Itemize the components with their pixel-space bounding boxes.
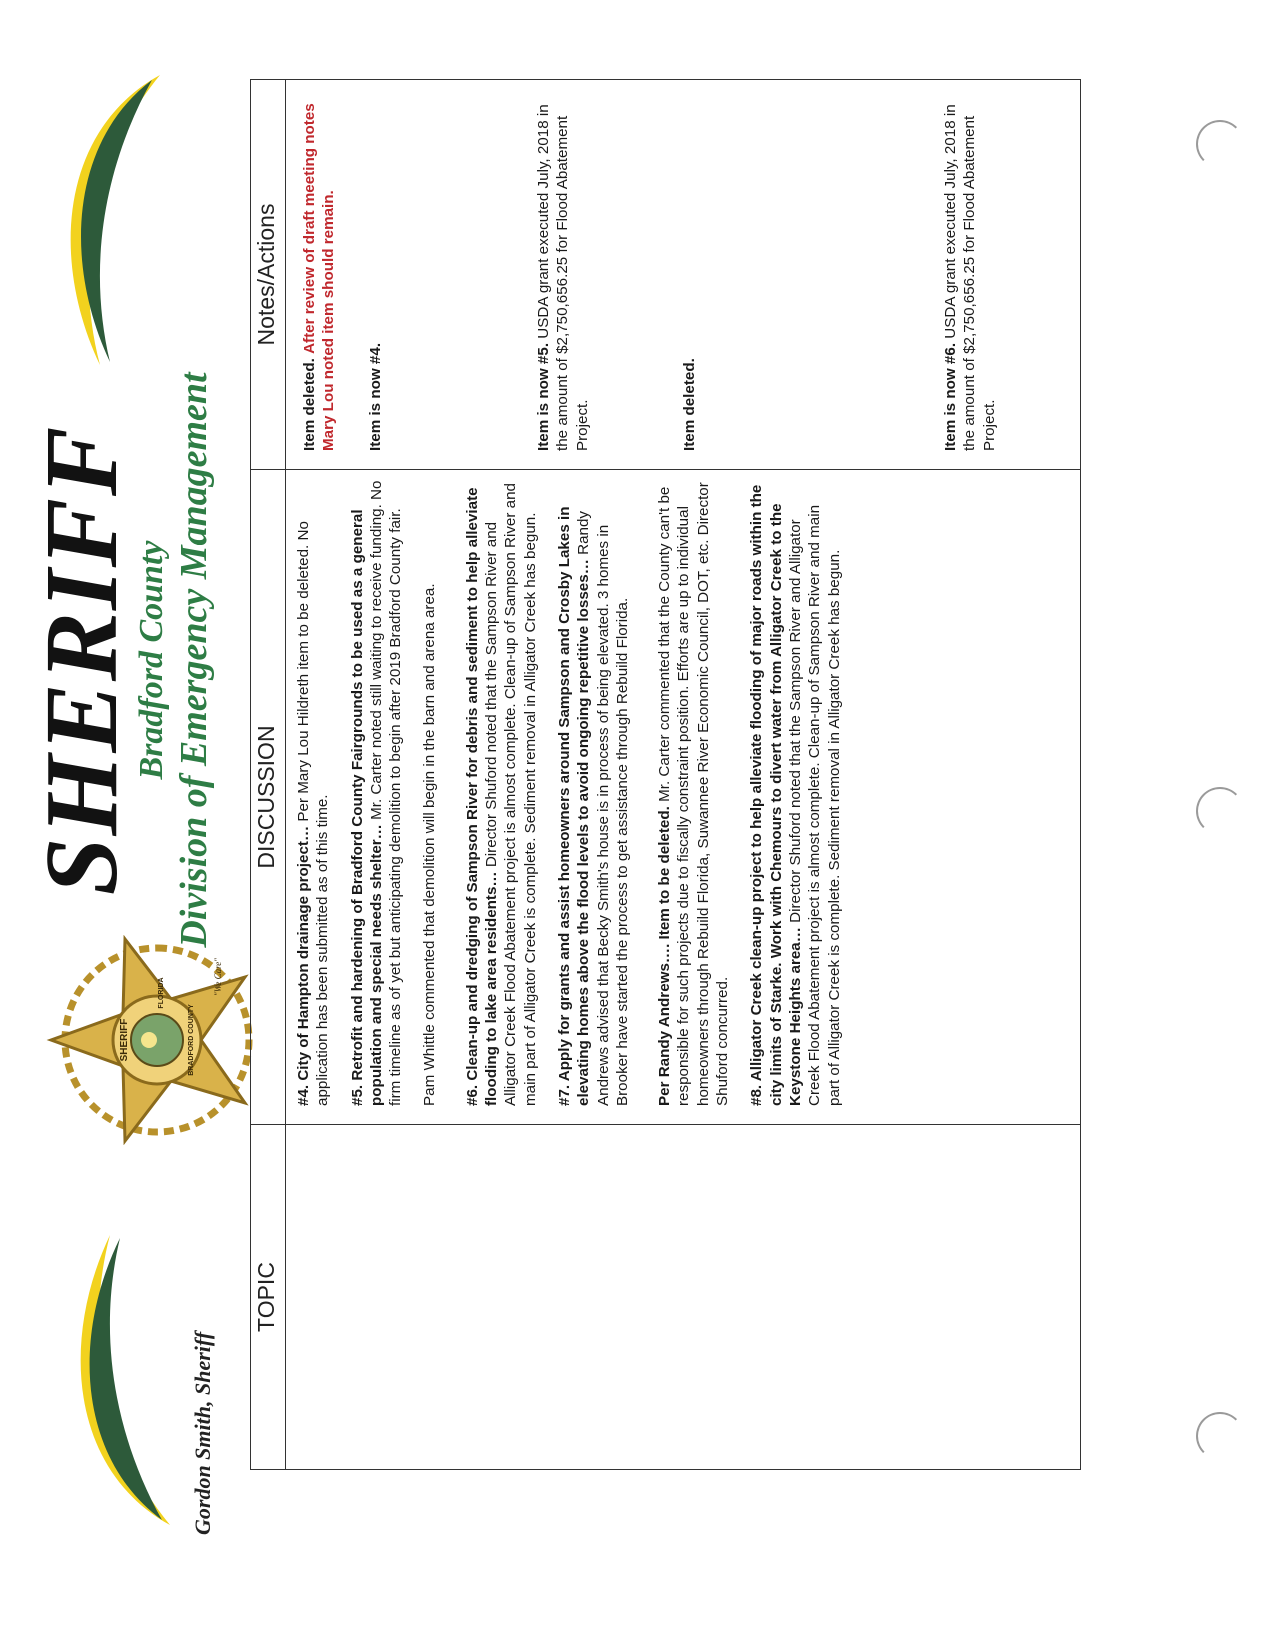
brand-division: Division of Emergency Management — [173, 372, 215, 948]
note-item-6: Item is now #5. USDA grant executed July, 2018 in the amount of $2,750,656.25 for Flood Abatement Project. — [535, 104, 591, 451]
brand-county: Bradford County — [133, 540, 170, 780]
table-row — [286, 80, 1081, 1470]
discussion-item-7: #7. Apply for grants and assist homeowners around Sampson and Crosby Lakes in elevating homes above the flood levels to avoid ongoing repetitive losses… Randy Andrews advised that Becky Smith's house is in process of being elevated. 3 homes in Brooker have started the process to get assistance through Rebuild Florida. — [555, 506, 631, 1106]
svg-text:BRADFORD COUNTY: BRADFORD COUNTY — [188, 1004, 195, 1076]
header-topic: TOPIC — [251, 1125, 286, 1470]
note-item-7: Item deleted. — [681, 358, 698, 451]
punch-hole — [1196, 120, 1244, 168]
svg-text:SHERIFF: SHERIFF — [119, 1018, 130, 1062]
discussion-item-4: #4. City of Hampton drainage project… Per Mary Lou Hildreth item to be deleted. No application has been submitted as of this time. — [295, 521, 332, 1106]
topic-cell — [286, 1125, 1081, 1470]
table-header-row — [251, 80, 286, 1470]
discussion-item-7-comment: Per Randy Andrews…. Item to be deleted. Mr. Carter commented that the County can't be responsible for such projects due to fiscally constraint position. Efforts are up to individual homeowners through Rebuild Florida, Suwannee River Economic Council, DOT, etc. Director Shuford concurred. — [656, 482, 732, 1106]
brand-title: SHERIFF — [24, 424, 139, 896]
svg-text:FLORIDA: FLORIDA — [158, 977, 165, 1009]
punch-hole — [1196, 1412, 1244, 1460]
discussion-item-8: #8. Alligator Creek clean-up project to help alleviate flooding of major roads within the city limits of Starke. Work with Chemours to divert water from Alligator Creek to the Keystone Heights area… Director Shuford noted that the Sampson River and Alligator Creek Flood Abatement project is almost complete. Clean-up of Sampson River and main part of Alligator Creek is complete. Sediment removal in Alligator Creek has begun. — [748, 484, 843, 1106]
green-gold-swoosh-right — [40, 70, 170, 370]
agency-brand — [24, 370, 216, 950]
header-notes: Notes/Actions — [251, 80, 286, 470]
discussion-cell — [286, 470, 1081, 1125]
discussion-item-5: #5. Retrofit and hardening of Bradford County Fairgrounds to be used as a general population and special needs shelter… Mr. Carter noted still waiting to receive funding. No firm timeline as of yet but anticipating demolition to begin after 2019 Bradford County fair. — [348, 480, 405, 1106]
green-gold-swoosh-left — [50, 1230, 180, 1530]
header-discussion: DISCUSSION — [251, 470, 286, 1125]
punch-hole — [1196, 787, 1244, 835]
notes-cell — [286, 80, 1081, 470]
note-item-4: Item deleted. After review of draft meeting notes Mary Lou noted item should remain. — [301, 103, 338, 451]
sheriff-star-badge-icon — [45, 935, 260, 1145]
svg-text:"We Care": "We Care" — [213, 957, 223, 997]
sheriff-name: Gordon Smith, Sheriff — [190, 1331, 215, 1535]
discussion-item-5-comment: Pam Whittle commented that demolition will begin in the barn and arena area. — [421, 583, 439, 1106]
meeting-notes-table — [250, 79, 1081, 1470]
note-item-5: Item is now #4. — [367, 342, 384, 451]
note-item-8: Item is now #6. USDA grant executed July, 2018 in the amount of $2,750,656.25 for Flood Abatement Project. — [942, 104, 998, 451]
discussion-item-6: #6. Clean-up and dredging of Sampson River for debris and sediment to help alleviate flooding to lake area residents… Director Shuford noted that the Sampson River and Alligator Creek Flood Abatement project is almost complete. Clean-up of Sampson River and main part of Alligator Creek is complete. Sediment removal in Alligator Creek has begun. — [463, 483, 539, 1106]
